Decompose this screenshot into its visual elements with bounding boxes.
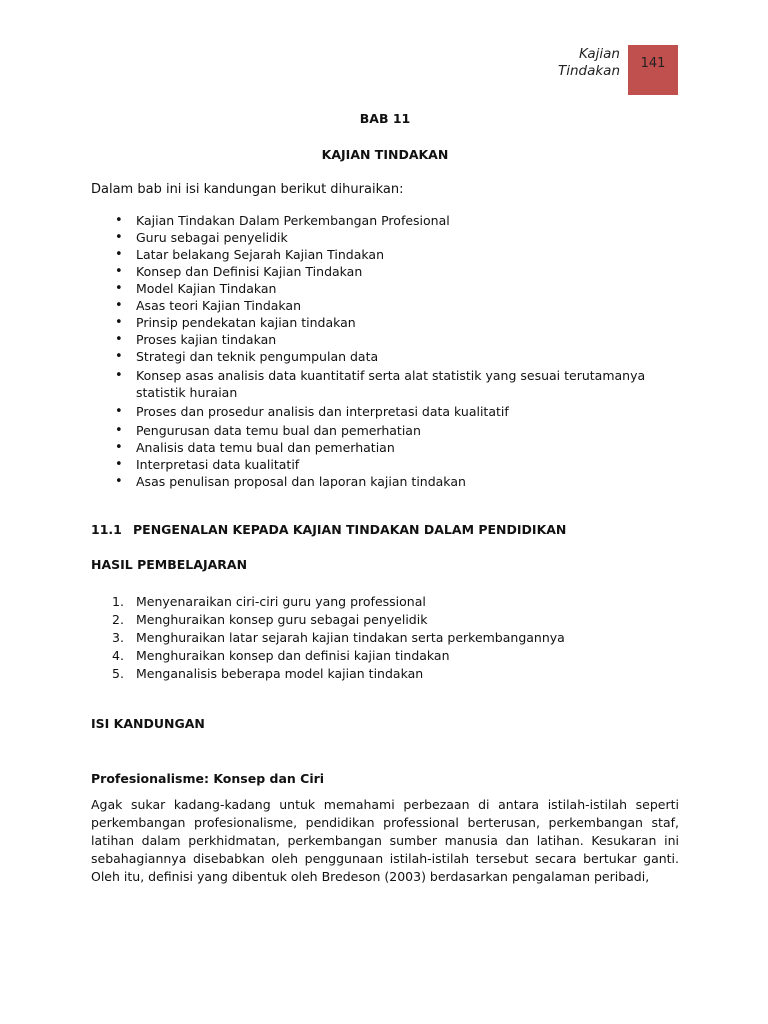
- list-item: • Konsep asas analisis data kuantitatif serta alat statistik yang sesuai terutamanya statistik huraian: [91, 367, 679, 401]
- outcome-number: 1.: [112, 594, 124, 609]
- list-item: • Pengurusan data temu bual dan pemerhatian: [91, 422, 679, 439]
- outcome-number: 2.: [112, 612, 124, 627]
- list-item: • Asas penulisan proposal dan laporan kajian tindakan: [91, 473, 679, 490]
- list-item: • Asas teori Kajian Tindakan: [91, 297, 679, 314]
- page-content: [91, 111, 679, 886]
- subsection-title: Profesionalisme: Konsep dan Ciri: [91, 771, 325, 786]
- chapter-label: BAB 11: [359, 111, 411, 126]
- list-item: • Prinsip pendekatan kajian tindakan: [91, 314, 679, 331]
- running-header: [558, 46, 620, 80]
- outcome-text: Menyenaraikan ciri-ciri guru yang professional: [136, 594, 426, 609]
- page-number-box: [628, 45, 678, 95]
- outcomes-heading: HASIL PEMBELAJARAN: [91, 557, 248, 572]
- outcome-number: 4.: [112, 648, 124, 663]
- list-item: • Konsep dan Definisi Kajian Tindakan: [91, 263, 679, 280]
- outcome-text: Menghuraikan konsep dan definisi kajian tindakan: [136, 648, 450, 663]
- outcome-list: [91, 593, 679, 683]
- list-item: • Proses dan prosedur analisis dan interpretasi data kualitatif: [91, 403, 679, 420]
- list-item: • Interpretasi data kualitatif: [91, 456, 679, 473]
- intro-text: Dalam bab ini isi kandungan berikut dihuraikan:: [91, 182, 404, 197]
- list-item: [91, 665, 679, 683]
- outcome-text: Menghuraikan latar sejarah kajian tindakan serta perkembangannya: [136, 630, 565, 645]
- list-item: • Proses kajian tindakan: [91, 331, 679, 348]
- contents-heading: ISI KANDUNGAN: [91, 716, 205, 731]
- list-item: • Guru sebagai penyelidik: [91, 229, 679, 246]
- chapter-title: KAJIAN TINDAKAN: [321, 147, 449, 162]
- list-item: [91, 647, 679, 665]
- section-heading: [91, 522, 679, 537]
- list-item: [91, 629, 679, 647]
- outcome-text: Menganalisis beberapa model kajian tindakan: [136, 666, 424, 681]
- outcome-number: 5.: [112, 666, 124, 681]
- header-title-line1: Kajian: [579, 46, 620, 62]
- topic-list: [91, 212, 679, 490]
- header-title-line2: Tindakan: [557, 63, 620, 79]
- list-item: [91, 611, 679, 629]
- section-number: 11.1: [91, 522, 122, 537]
- list-item: • Strategi dan teknik pengumpulan data: [91, 348, 679, 365]
- section-title: PENGENALAN KEPADA KAJIAN TINDAKAN DALAM PENDIDIKAN: [133, 522, 567, 537]
- outcome-number: 3.: [112, 630, 124, 645]
- list-item: [91, 593, 679, 611]
- page-number: 141: [640, 56, 666, 71]
- list-item: • Kajian Tindakan Dalam Perkembangan Profesional: [91, 212, 679, 229]
- list-item: • Analisis data temu bual dan pemerhatian: [91, 439, 679, 456]
- outcome-text: Menghuraikan konsep guru sebagai penyelidik: [136, 612, 428, 627]
- list-item: • Latar belakang Sejarah Kajian Tindakan: [91, 246, 679, 263]
- body-paragraph: Agak sukar kadang-kadang untuk memahami perbezaan di antara istilah-istilah seperti perkembangan profesionalisme, pendidikan professional berterusan, perkembangan staf, latihan dalam perkhidmatan, perkembangan sumber manusia dan latihan. Kesukaran ini sebahagiannya disebabkan oleh penggunaan istilah-istilah tersebut secara bertukar ganti. Oleh itu, definisi yang dibentuk oleh Bredeson (2003) berdasarkan pengalaman peribadi,: [91, 797, 679, 884]
- list-item: • Model Kajian Tindakan: [91, 280, 679, 297]
